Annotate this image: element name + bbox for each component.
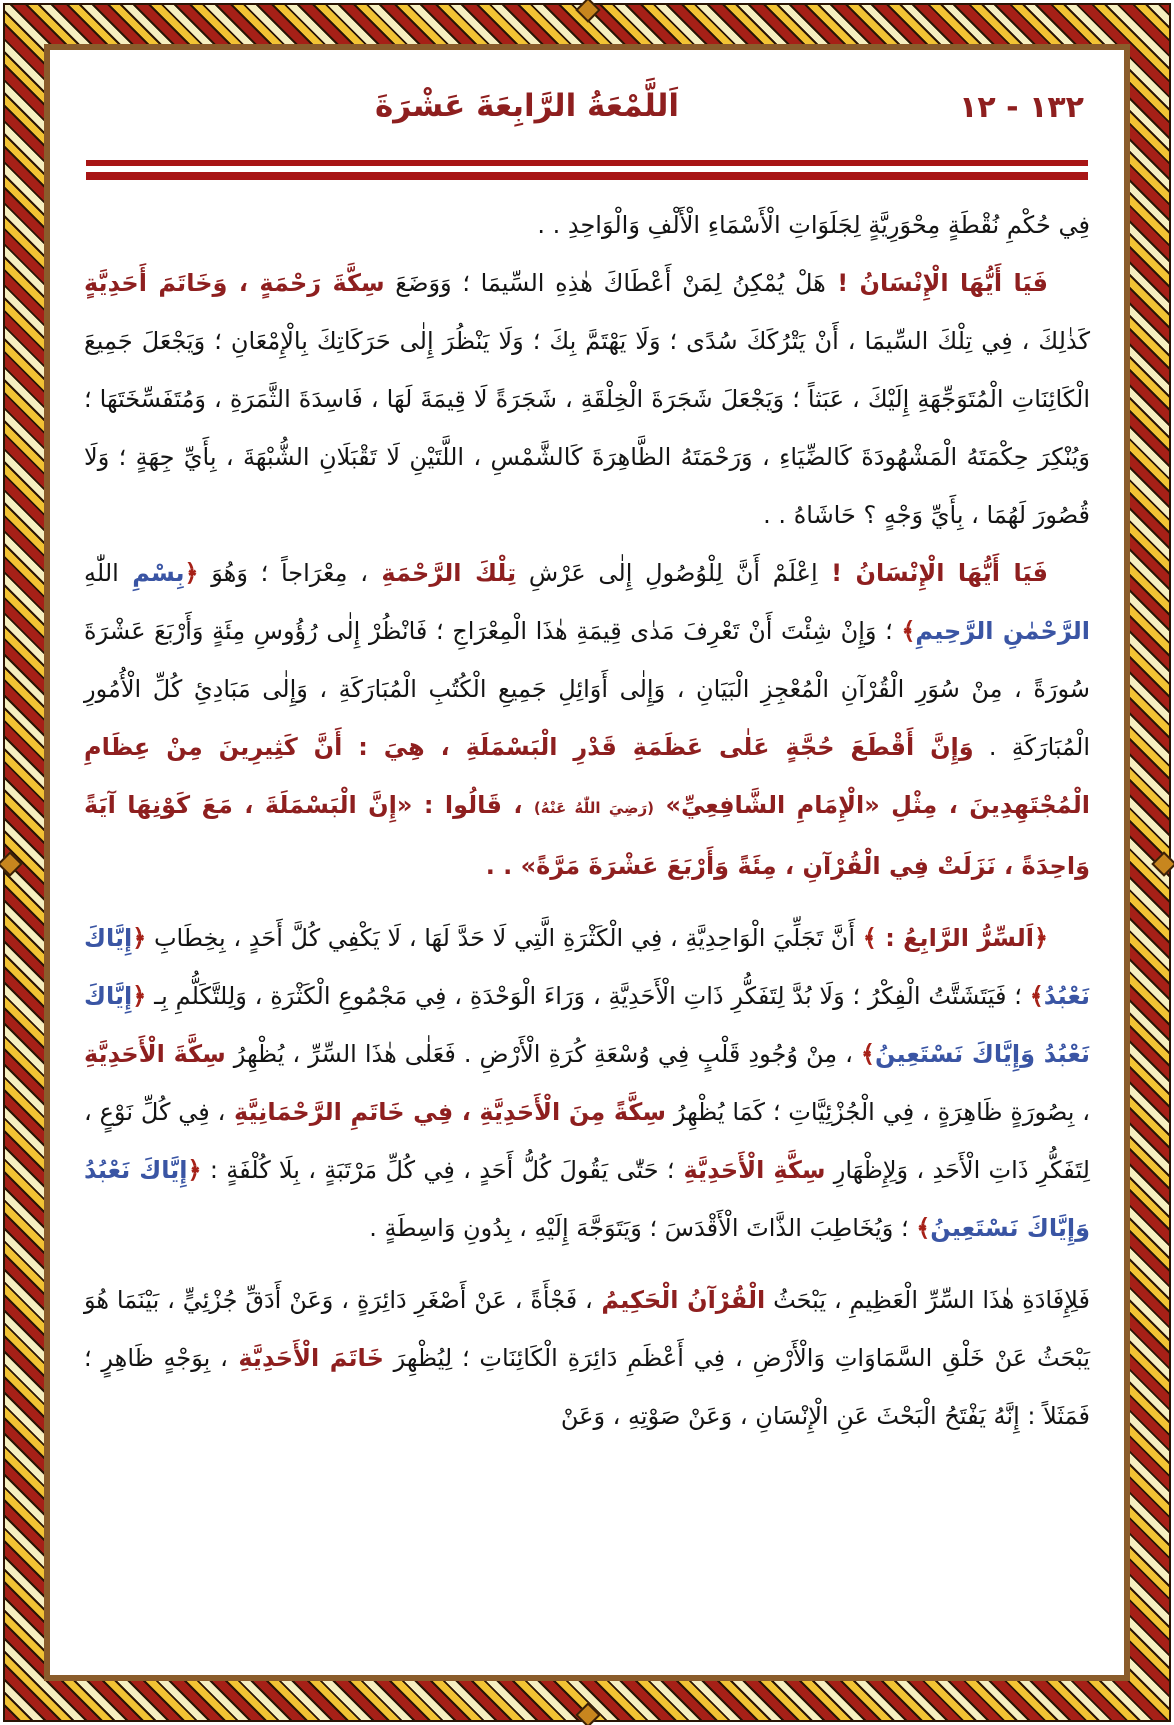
text-segment: ؛ وَإِنْ شِئْتَ أَنْ تَعْرِفَ مَدٰى قِيمَةِ هٰذَا الْمِعْرَاجِ ؛ فَانْظُرْ إِلٰى رُؤُوسِ مِئَةٍ وَأَرْبَعَ عَشْرَةَ سُورَةً ، مِنْ سُوَرِ الْقُرْآنِ الْمُعْجِزِ الْبَيَانِ ، وَإِلٰى أَوَائِلِ جَمِيعِ الْكُتُبِ الْمُبَارَكَةِ ، وَإِلٰى مَبَادِئِ كُلِّ الْأُمُورِ الْمُبَارَكَةِ . xyxy=(84,617,1090,761)
text-segment: ، فِي كُلِّ نَوْعٍ ، لِتَفَكُّرِ ذَاتِ الْأَحَدِ ، وَلِإِظْهَارِ xyxy=(84,1098,1090,1184)
body-text xyxy=(84,196,1090,1445)
paragraph xyxy=(84,544,1090,895)
text-segment: تِلْكَ الرَّحْمَةِ xyxy=(367,559,517,587)
paragraph xyxy=(84,254,1090,544)
text-segment: إِيَّاكَ نَعْبُدُ وَإِيَّاكَ نَسْتَعِينُ xyxy=(84,982,1091,1068)
header-divider xyxy=(86,160,1088,180)
text-segment: ، بِوَجْهٍ ظَاهِرٍ ؛ فَمَثَلاً : إِنَّهُ يَفْتَحُ الْبَحْثَ عَنِ الْإِنْسَانِ ، وَعَنْ صَوْتِهِ ، وَعَنْ xyxy=(84,1344,1090,1430)
text-segment: سِكَّةَ رَحْمَةٍ ، وَخَاتَمَ أَحَدِيَّةٍ xyxy=(84,269,385,297)
quran-bracket-ornament: ﴿ xyxy=(132,924,147,952)
quran-bracket-ornament: ﴾ xyxy=(1029,982,1044,1010)
quran-bracket-ornament: ﴿ xyxy=(187,1156,202,1184)
text-segment: فَيَا أَيُّهَا الْإِنْسَانُ ! xyxy=(825,269,1049,297)
text-segment: اِعْلَمْ أَنَّ لِلْوُصُولِ إِلٰى عَرْشِ xyxy=(516,559,818,587)
text-segment: كَذٰلِكَ ، فِي تِلْكَ السِّيمَا ، أَنْ يَتْرُكَكَ سُدًى ؛ وَلَا يَهْتَمَّ بِكَ ؛ وَلَا يَنْظُرَ إِلٰى حَرَكَاتِكَ بِالْإِمْعَانِ ؛ وَيَجْعَلَ جَمِيعَ الْكَائِنَاتِ الْمُتَوَجِّهَةِ إِلَيْكَ ، عَبَثاً ؛ وَيَجْعَلَ شَجَرَةَ الْخِلْقَةِ ، شَجَرَةً لَا قِيمَةَ لَهَا ، فَاسِدَةَ الثَّمَرَةِ ، وَمُتَفَسِّخَتَهَا ؛ وَيُنْكِرَ حِكْمَتَهُ الْمَشْهُودَةَ كَالضِّيَاءِ ، وَرَحْمَتَهُ الظَّاهِرَةَ كَالشَّمْسِ ، اللَّتَيْنِ لَا تَقْبَلَانِ الشُّبْهَةَ ، بِأَيِّ جِهَةٍ ؛ وَلَا قُصُورَ لَهُمَا ، بِأَيِّ وَجْهٍ ؟ حَاشَاهُ . . xyxy=(84,327,1090,529)
text-segment: الرَّحْمٰنِ الرَّحِيمِ xyxy=(915,617,1090,645)
paragraph xyxy=(84,196,1090,254)
text-segment: ؛ وَيُخَاطِبَ الذَّاتَ الْأَقْدَسَ ؛ وَيَتَوَجَّهَ إِلَيْهِ ، بِدُونِ وَاسِطَةٍ . xyxy=(369,1214,917,1242)
text-segment: ، قَالُوا : «إِنَّ الْبَسْمَلَةَ ، مَعَ كَوْنِهَا آيَةً وَاحِدَةً ، نَزَلَتْ فِي الْقُرْآنِ ، مِئَةً وَأَرْبَعَ عَشْرَةَ مَرَّةً» . . xyxy=(84,791,1090,880)
divider-line-bottom xyxy=(86,172,1088,180)
text-segment: ، فَجْأَةً ، عَنْ أَصْغَرِ دَائِرَةٍ ، وَعَنْ أَدَقِّ جُزْئِيٍّ ، بَيْنَمَا هُوَ يَبْحَثُ عَنْ خَلْقِ السَّمَاوَاتِ وَالْأَرْضِ ، فِي أَعْظَمِ دَائِرَةِ الْكَائِنَاتِ ؛ لِيُظْهِرَ xyxy=(84,1286,1091,1372)
quran-bracket-ornament: ﴿ xyxy=(184,559,199,587)
text-segment: ، مِنْ وُجُودِ قَلْبٍ فِي وُسْعَةِ كُرَةِ الْأَرْضِ . فَعَلٰى هٰذَا السِّرِّ ، يُظْهِرُ xyxy=(225,1040,861,1068)
quran-bracket-ornament: ﴾ xyxy=(860,1040,875,1068)
text-segment: فِي حُكْمِ نُقْطَةٍ مِحْوَرِيَّةٍ لِجَلَوَاتِ الْأَسْمَاءِ الْأَلْفِ وَالْوَاحِدِ . . xyxy=(537,211,1090,239)
text-segment: إِيَّاكَ نَعْبُدُ xyxy=(84,924,1090,1010)
quran-bracket-ornament: ﴿ xyxy=(132,982,147,1010)
text-segment: ، بِصُورَةٍ ظَاهِرَةٍ ، فِي الْجُزْئِيَّاتِ ؛ كَمَا يُظْهِرُ xyxy=(665,1098,1090,1126)
quran-bracket-ornament: ﴾ xyxy=(901,617,916,645)
text-segment: وَإِنَّ أَقْطَعَ حُجَّةٍ عَلٰى عَظَمَةِ قَدْرِ الْبَسْمَلَةِ ، هِيَ : أَنَّ كَثِيرِينَ مِنْ عِظَامِ الْمُجْتَهِدِينَ ، مِثْلِ «الْإِمَامِ الشَّافِعِيِّ» xyxy=(84,733,1090,819)
text-segment: سِكَّةِ الْأَحَدِيَّةِ xyxy=(674,1156,826,1184)
text-segment: اَلسِّرُّ الرَّابِعُ : xyxy=(876,924,1034,952)
text-segment: (رَضِيَ اللّٰهُ عَنْهُ) xyxy=(533,799,655,817)
text-segment: هَلْ يُمْكِنُ لِمَنْ أَعْطَاكَ هٰذِهِ السِّيمَا ؛ وَوَضَعَ xyxy=(384,269,826,297)
text-segment: فَيَا أَيُّهَا الْإِنْسَانُ ! xyxy=(817,559,1048,587)
quran-bracket-ornament: ﴿ xyxy=(1033,924,1048,952)
page-title: اَللَّمْعَةُ الرَّابِعَةَ عَشْرَةَ xyxy=(374,88,679,124)
page-header xyxy=(84,76,1090,150)
text-segment: الْقُرْآنُ الْحَكِيمُ xyxy=(592,1286,766,1314)
text-segment: سِكَّةَ الْأَحَدِيَّةِ xyxy=(84,1040,226,1068)
text-segment: خَاتَمَ الْأَحَدِيَّةِ xyxy=(227,1344,384,1372)
text-segment: بِسْمِ xyxy=(118,559,185,587)
text-segment: أَنَّ تَجَلِّيَ الْوَاحِدِيَّةِ ، فِي الْكَثْرَةِ الَّتِي لَا حَدَّ لَهَا ، لَا يَكْفِي كُلَّ أَحَدٍ ، بِخِطَابِ xyxy=(146,924,863,952)
page-content xyxy=(44,44,1130,1681)
quran-bracket-ornament: ﴾ xyxy=(916,1214,931,1242)
text-segment: ؛ حَتّٰى يَقُولَ كُلُّ أَحَدٍ ، فِي كُلِّ مَرْتَبَةٍ ، بِلَا كُلْفَةٍ : xyxy=(201,1156,675,1184)
page-numbers: ١٣٢ - ١٢ xyxy=(959,90,1084,125)
text-segment: فَلِإِفَادَةِ هٰذَا السِّرِّ الْعَظِيمِ ، يَبْحَثُ xyxy=(765,1286,1090,1314)
text-segment: ؛ فَيَتَشَتَّتُ الْفِكْرُ ؛ وَلَا بُدَّ لِتَفَكُّرِ ذَاتِ الْأَحَدِيَّةِ ، وَرَاءَ الْوَحْدَةِ ، فِي مَجْمُوعِ الْكَثْرَةِ ، وَلِلتَّكَلُّمِ بِـ xyxy=(146,982,1030,1010)
text-segment: إِيَّاكَ نَعْبُدُ وَإِيَّاكَ نَسْتَعِينُ xyxy=(84,1156,1090,1242)
paragraph xyxy=(84,909,1090,1257)
text-segment: ، مِعْرَاجاً ؛ وَهُوَ xyxy=(198,559,368,587)
paragraph xyxy=(84,1271,1090,1445)
text-segment: سِكَّةً مِنَ الْأَحَدِيَّةِ ، فِي خَاتَمِ الرَّحْمَانِيَّةِ xyxy=(225,1098,666,1126)
quran-bracket-ornament: ﴾ xyxy=(862,924,877,952)
text-segment: اللّٰهِ xyxy=(84,559,119,587)
